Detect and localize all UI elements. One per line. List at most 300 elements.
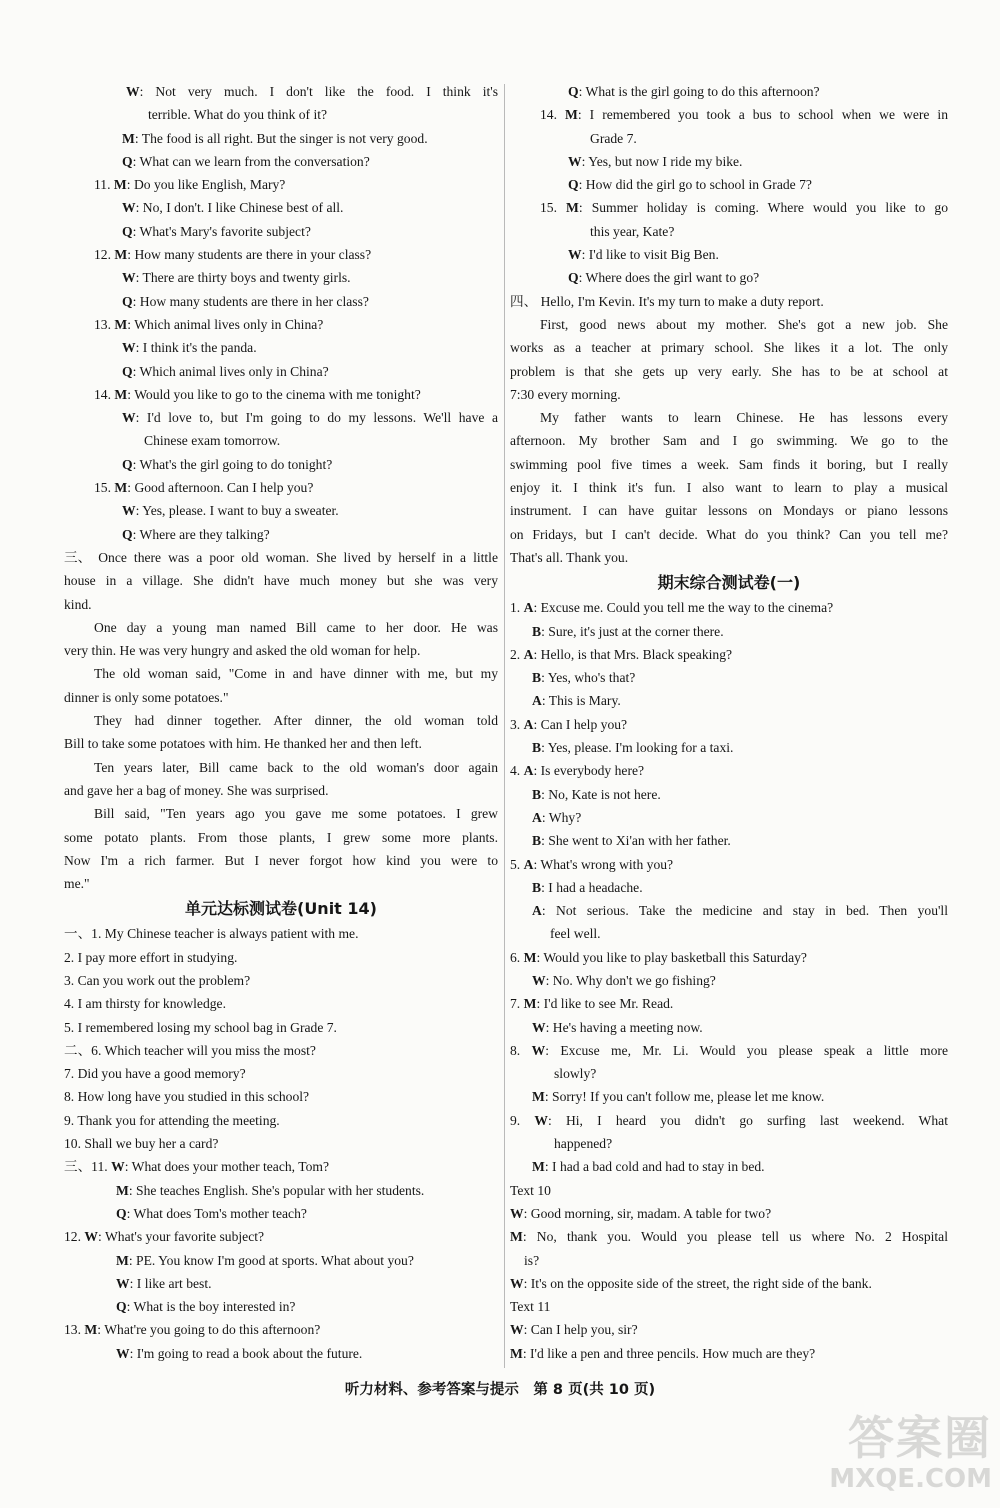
text-line: W: No, I don't. I like Chinese best of all. [122, 200, 344, 216]
left-column [64, 80, 498, 1365]
text-line: W: I think it's the panda. [122, 340, 257, 356]
item-number: 8. [510, 1042, 521, 1058]
speaker-label: Q [568, 270, 579, 286]
text-line: M: The food is all right. But the singer is not very good. [122, 130, 428, 146]
line-text: happened? [554, 1136, 613, 1152]
speaker-label: A [532, 693, 542, 709]
text-line: B: Yes, please. I'm looking for a taxi. [532, 740, 734, 756]
text-line [510, 499, 948, 522]
line-text: me." [64, 876, 90, 892]
column-divider [504, 84, 505, 1368]
line-text: There are thirty boys and twenty girls. [142, 270, 351, 286]
speaker-label: W [122, 200, 136, 216]
speaker-label: A [523, 716, 534, 732]
speaker-label: A [532, 903, 542, 919]
line-text: Ten years later, Bill came back to the old woman's door again [94, 759, 498, 775]
text-line [510, 313, 948, 336]
line-text: Can I help you, sir? [530, 1322, 638, 1338]
line-text: Once there was a poor old woman. She lived by herself in a little [98, 549, 498, 565]
item-number: 12. [94, 247, 111, 263]
text-line [510, 220, 948, 243]
line-text: Which animal lives only in China? [134, 316, 324, 332]
item-number: 13. [94, 316, 111, 332]
line-text: Hello, is that Mrs. Black speaking? [540, 646, 733, 662]
text-line: M: Sorry! If you can't follow me, please let me know. [532, 1089, 825, 1105]
speaker-label: M [510, 1345, 523, 1361]
text-line [64, 662, 498, 685]
line-text: How long have you studied in this school? [77, 1089, 310, 1105]
line-text: this year, Kate? [590, 223, 675, 239]
text-line [64, 429, 498, 452]
speaker-label: B [532, 879, 542, 895]
text-line: M: I had a bad cold and had to stay in bed. [532, 1159, 765, 1175]
line-text: Good morning, sir, madam. A table for two? [530, 1205, 772, 1221]
line-text: Excuse me. Could you tell me the way to the cinema? [540, 600, 834, 616]
line-text: This is Mary. [548, 693, 621, 709]
line-text: slowly? [554, 1066, 597, 1082]
text-line: W: Not very much. I don't like the food. I think it's [126, 84, 498, 99]
speaker-label: A [523, 600, 534, 616]
line-text: I pay more effort in studying. [77, 949, 238, 965]
text-line [510, 476, 948, 499]
line-text: One day a young man named Bill came to her door. He was [94, 619, 498, 635]
speaker-label: M [114, 247, 128, 263]
line-text: What're you going to do this afternoon? [104, 1322, 321, 1338]
line-text: My Chinese teacher is always patient with me. [104, 926, 359, 942]
text-line: W: Can I help you, sir? [510, 1322, 638, 1338]
line-text: I'm going to read a book about the future. [136, 1345, 363, 1361]
line-text: Hello, I'm Kevin. It's my turn to make a duty report. [540, 293, 824, 309]
line-text: I had a bad cold and had to stay in bed. [552, 1159, 765, 1175]
line-text: What's the girl going to do tonight? [139, 456, 333, 472]
speaker-label: W [568, 153, 582, 169]
line-text: It's on the opposite side of the street, the right side of the bank. [530, 1275, 872, 1291]
line-text: Sure, it's just at the corner there. [548, 623, 724, 639]
line-text: Not very much. I don't like the food. I think it's [155, 84, 498, 99]
item-number: 三、 [64, 549, 92, 565]
line-text: She went to Xi'an with her father. [548, 833, 731, 849]
speaker-label: Q [116, 1299, 127, 1315]
speaker-label: M [566, 200, 579, 216]
text-line [64, 546, 498, 569]
speaker-label: M [84, 1322, 98, 1338]
line-text: Did you have a good memory? [77, 1066, 246, 1082]
speaker-label: Q [122, 293, 133, 309]
line-text: That's all. Thank you. [510, 549, 629, 565]
item-number: 15. [540, 200, 557, 216]
text-line: B: Yes, who's that? [532, 670, 636, 686]
speaker-label: M [114, 316, 128, 332]
text-line: M: I'd like a pen and three pencils. How much are they? [510, 1345, 816, 1361]
item-number: 5. [510, 856, 521, 872]
text-line: 3. A: Can I help you? [510, 713, 948, 736]
speaker-label: M [523, 996, 537, 1012]
text-line [510, 1179, 948, 1202]
text-line: 12. W: What's your favorite subject? [64, 1225, 498, 1248]
line-text: What does your mother teach, Tom? [131, 1159, 329, 1175]
text-line [64, 922, 498, 945]
line-text: I had a headache. [548, 879, 643, 895]
text-line: 13. M: Which animal lives only in China? [64, 313, 498, 336]
speaker-label: M [565, 107, 578, 123]
line-text: I'd like a pen and three pencils. How much are they? [530, 1345, 816, 1361]
text-line [64, 849, 498, 872]
line-text: Can you work out the problem? [77, 972, 251, 988]
text-line [64, 992, 498, 1015]
line-text: Which animal lives only in China? [139, 363, 329, 379]
line-text: on Fridays, but I can't decide. What do you think? Can you tell me? [510, 526, 948, 542]
line-text: 7:30 every morning. [510, 386, 621, 402]
line-text: terrible. What do you think of it? [148, 107, 328, 123]
line-text: Where are they talking? [139, 526, 270, 542]
text-line [64, 1062, 498, 1085]
item-number: 3. [510, 716, 521, 732]
line-text: Sorry! If you can't follow me, please let me know. [552, 1089, 825, 1105]
line-text: some potato plants. From those plants, I grew some more plants. [64, 829, 498, 845]
line-text: Yes, please. I want to buy a sweater. [142, 503, 339, 519]
speaker-label: Q [568, 177, 579, 193]
speaker-label: Q [122, 363, 133, 379]
item-number: 9. [510, 1112, 521, 1128]
text-line: W: I like art best. [116, 1275, 212, 1291]
text-line [510, 1249, 948, 1272]
text-line [64, 569, 498, 592]
line-text: She teaches English. She's popular with her students. [136, 1182, 425, 1198]
text-line [64, 1109, 498, 1132]
text-line [64, 1085, 498, 1108]
text-line: 4. A: Is everybody here? [510, 759, 948, 782]
speaker-label: Q [122, 526, 133, 542]
line-text: Can I help you? [540, 716, 628, 732]
line-text: works as a teacher at primary school. She likes it a lot. The only [510, 340, 948, 356]
text-line: W: I'd like to visit Big Ben. [568, 247, 719, 263]
text-line [64, 946, 498, 969]
line-text: Why? [548, 809, 582, 825]
item-number: 9. [64, 1112, 75, 1128]
speaker-label: W [568, 247, 582, 263]
text-line: W: I'd love to, but I'm going to do my lessons. We'll have a [122, 410, 498, 426]
watermark-logo [822, 1402, 992, 1500]
speaker-label: M [114, 386, 128, 402]
text-line: B: Sure, it's just at the corner there. [532, 623, 724, 639]
speaker-label: A [532, 809, 542, 825]
text-line [510, 290, 948, 313]
text-line: 三、11. W: What does your mother teach, Tom? [64, 1155, 498, 1178]
text-line: 11. M: Do you like English, Mary? [64, 173, 498, 196]
speaker-label: W [510, 1275, 524, 1291]
speaker-label: A [523, 646, 534, 662]
text-line [64, 1132, 498, 1155]
line-text: How many students are there in her class? [139, 293, 369, 309]
line-text: dinner is only some potatoes." [64, 689, 229, 705]
speaker-label: B [532, 623, 542, 639]
text-line [510, 336, 948, 359]
line-text: afternoon. My brother Sam and I go swimming. We go to the [510, 433, 948, 449]
text-line [64, 802, 498, 825]
text-line [64, 1039, 498, 1062]
line-text: Chinese exam tomorrow. [144, 433, 281, 449]
speaker-label: Q [568, 84, 579, 99]
speaker-label: W [510, 1322, 524, 1338]
line-text: Would you like to play basketball this Saturday? [543, 949, 807, 965]
text-line: W: There are thirty boys and twenty girls. [122, 270, 351, 286]
item-number: 14. [94, 386, 111, 402]
text-line: 8. W: Excuse me, Mr. Li. Would you please speak a little more [510, 1039, 948, 1062]
section-heading: 期末综合测试卷(一) [657, 573, 801, 593]
text-line [64, 872, 498, 895]
text-line: M: No, thank you. Would you please tell us where No. 2 Hospital [510, 1229, 948, 1245]
line-text: swimming pool five times a week. Sam finds it boring, but I really [510, 456, 948, 472]
text-line: Q: How many students are there in her class? [122, 293, 369, 309]
text-line [510, 546, 948, 569]
speaker-label: Q [122, 456, 133, 472]
right-column [510, 80, 948, 1365]
text-line: M: PE. You know I'm good at sports. What about you? [116, 1252, 414, 1268]
speaker-label: B [532, 670, 542, 686]
item-number: 2. [510, 646, 521, 662]
line-text: Bill to take some potatoes with him. He thanked her and then left. [64, 736, 422, 752]
line-text: No, I don't. I like Chinese best of all. [142, 200, 344, 216]
watermark-logo-chars: 答案圈 [848, 1411, 992, 1465]
line-text: PE. You know I'm good at sports. What about you? [136, 1252, 414, 1268]
line-text: He's having a meeting now. [552, 1019, 703, 1035]
text-line: A: Not serious. Take the medicine and stay in bed. Then you'll [532, 903, 948, 919]
page-footer: 听力材料、参考答案与提示 第 8 页(共 10 页) [344, 1382, 656, 1398]
text-line [64, 103, 498, 126]
line-text: My father wants to learn Chinese. He has lessons every [540, 410, 948, 426]
text-line: Q: Where are they talking? [122, 526, 270, 542]
item-number: 11. [94, 177, 111, 193]
text-line [510, 1132, 948, 1155]
item-number: 10. [64, 1136, 81, 1152]
speaker-label: W [122, 503, 136, 519]
line-text: instrument. I can have guitar lessons on Mondays or piano lessons [510, 503, 948, 519]
speaker-label: M [114, 480, 128, 496]
speaker-label: M [116, 1252, 129, 1268]
text-line [510, 127, 948, 150]
line-text: How did the girl go to school in Grade 7? [585, 177, 812, 193]
line-text: Which teacher will you miss the most? [104, 1042, 316, 1058]
item-number: 7. [510, 996, 521, 1012]
text-line [64, 686, 498, 709]
line-text: No, thank you. Would you please tell us where No. 2 Hospital [536, 1229, 948, 1245]
speaker-label: W [122, 340, 136, 356]
text-line: W: I'm going to read a book about the future. [116, 1345, 363, 1361]
text-line: B: I had a headache. [532, 879, 643, 895]
line-text: What's Mary's favorite subject? [139, 223, 311, 239]
speaker-label: W [122, 410, 136, 426]
speaker-label: M [532, 1089, 545, 1105]
text-line: 12. M: How many students are there in your class? [64, 243, 498, 266]
speaker-label: B [532, 786, 542, 802]
speaker-label: M [523, 949, 537, 965]
item-number: 一、1. [64, 926, 102, 942]
text-line: 13. M: What're you going to do this afternoon? [64, 1318, 498, 1341]
line-text: I'd like to visit Big Ben. [588, 247, 719, 263]
line-text: Not serious. Take the medicine and stay in bed. Then you'll [556, 903, 948, 919]
speaker-label: Q [122, 153, 133, 169]
line-text: What's your favorite subject? [104, 1229, 265, 1245]
text-line [64, 779, 498, 802]
line-text: No, Kate is not here. [548, 786, 661, 802]
item-number: 2. [64, 949, 75, 965]
speaker-label: W [122, 270, 136, 286]
speaker-label: W [126, 84, 140, 99]
text-line: A: This is Mary. [532, 693, 621, 709]
line-text: house in a village. She didn't have much money but she was very [64, 573, 498, 589]
line-text: What does Tom's mother teach? [133, 1205, 307, 1221]
line-text: I think it's the panda. [142, 340, 257, 356]
text-line: B: No, Kate is not here. [532, 786, 661, 802]
text-line: Q: What does Tom's mother teach? [116, 1205, 307, 1221]
speaker-label: W [532, 1019, 546, 1035]
text-line: 2. A: Hello, is that Mrs. Black speaking? [510, 643, 948, 666]
text-line: Q: Which animal lives only in China? [122, 363, 329, 379]
text-line [64, 1016, 498, 1039]
text-line: Q: What's the girl going to do tonight? [122, 456, 333, 472]
text-line: 5. A: What's wrong with you? [510, 853, 948, 876]
text-line [64, 616, 498, 639]
speaker-label: M [532, 1159, 545, 1175]
text-line: 14. M: Would you like to go to the cinema with me tonight? [64, 383, 498, 406]
text-line: B: She went to Xi'an with her father. [532, 833, 731, 849]
text-line [510, 1062, 948, 1085]
text-line: 1. A: Excuse me. Could you tell me the way to the cinema? [510, 596, 948, 619]
text-line: Q: How did the girl go to school in Grade 7? [568, 177, 812, 193]
line-text: I am thirsty for knowledge. [77, 996, 226, 1012]
speaker-label: M [116, 1182, 129, 1198]
item-number: 四、 [510, 293, 538, 309]
line-text: Grade 7. [590, 130, 637, 146]
text-line [64, 732, 498, 755]
line-text: very thin. He was very hungry and asked the old woman for help. [64, 643, 421, 659]
speaker-label: M [122, 130, 135, 146]
text-line [510, 922, 948, 945]
text-line: W: Yes, please. I want to buy a sweater. [122, 503, 339, 519]
line-text: I'd like to see Mr. Read. [543, 996, 674, 1012]
speaker-label: A [523, 856, 534, 872]
line-text: Now I'm a rich farmer. But I never forgot how kind you were to [64, 852, 498, 868]
line-text: I like art best. [136, 1275, 212, 1291]
text-line: Q: Where does the girl want to go? [568, 270, 760, 286]
speaker-label: W [116, 1275, 130, 1291]
speaker-label: M [113, 177, 127, 193]
speaker-label: W [531, 1042, 546, 1058]
line-text: Good afternoon. Can I help you? [134, 480, 314, 496]
speaker-label: W [111, 1159, 125, 1175]
text-line [64, 756, 498, 779]
line-text: Where does the girl want to go? [585, 270, 760, 286]
line-text: Summer holiday is coming. Where would you like to go [591, 200, 948, 216]
watermark-logo-url: MXQE.COM [829, 1464, 992, 1494]
text-line [510, 1295, 948, 1318]
text-line: W: Yes, but now I ride my bike. [568, 153, 743, 169]
line-text: Yes, please. I'm looking for a taxi. [547, 740, 734, 756]
text-line [510, 523, 948, 546]
line-text: Do you like English, Mary? [133, 177, 286, 193]
item-number: 5. [64, 1019, 75, 1035]
line-text: Would you like to go to the cinema with me tonight? [134, 386, 421, 402]
line-text: Hi, I heard you didn't go surfing last weekend. What [565, 1112, 948, 1128]
line-text: What is the boy interested in? [133, 1299, 296, 1315]
text-line: A: Why? [532, 809, 582, 825]
line-text: The food is all right. But the singer is not very good. [141, 130, 428, 146]
line-text: problem is that she gets up very early. She has to be at school at [510, 363, 948, 379]
item-number: 15. [94, 480, 111, 496]
line-text: First, good news about my mother. She's got a new job. She [540, 316, 948, 332]
line-text: Excuse me, Mr. Li. Would you please speak a little more [560, 1042, 948, 1058]
item-number: 7. [64, 1066, 75, 1082]
line-text: Text 10 [510, 1182, 551, 1198]
speaker-label: W [510, 1205, 524, 1221]
line-text: They had dinner together. After dinner, the old woman told [94, 713, 498, 729]
text-line [510, 429, 948, 452]
item-number: 14. [540, 107, 557, 123]
text-line: 15. M: Summer holiday is coming. Where would you like to go [510, 196, 948, 219]
speaker-label: W [532, 972, 546, 988]
line-text: enjoy it. I think it's fun. I also want to learn to play a musical [510, 480, 948, 496]
text-line [64, 639, 498, 662]
item-number: 1. [510, 600, 521, 616]
text-line: 7. M: I'd like to see Mr. Read. [510, 992, 948, 1015]
text-line: M: She teaches English. She's popular with her students. [116, 1182, 425, 1198]
line-text: feel well. [550, 926, 601, 942]
text-line: W: He's having a meeting now. [532, 1019, 703, 1035]
line-text: What is the girl going to do this afternoon? [585, 84, 820, 99]
line-text: The old woman said, "Come in and have dinner with me, but my [94, 666, 498, 682]
text-line: W: It's on the opposite side of the street, the right side of the bank. [510, 1275, 872, 1291]
line-text: I'd love to, but I'm going to do my lessons. We'll have a [146, 410, 498, 426]
text-line: Q: What is the boy interested in? [116, 1299, 296, 1315]
speaker-label: Q [122, 223, 133, 239]
line-text: Thank you for attending the meeting. [77, 1112, 280, 1128]
text-line [64, 709, 498, 732]
section-heading: 单元达标测试卷(Unit 14) [185, 899, 377, 919]
text-line [510, 406, 948, 429]
speaker-label: A [523, 763, 534, 779]
item-number: 二、6. [64, 1042, 102, 1058]
item-number: 三、11. [64, 1159, 108, 1175]
line-text: No. Why don't we go fishing? [552, 972, 716, 988]
item-number: 6. [510, 949, 521, 965]
text-line [510, 383, 948, 406]
item-number: 12. [64, 1229, 81, 1245]
speaker-label: W [116, 1345, 130, 1361]
line-text: Yes, but now I ride my bike. [588, 153, 743, 169]
text-line: Q: What is the girl going to do this afternoon? [568, 84, 820, 99]
line-text: What can we learn from the conversation? [139, 153, 370, 169]
text-line: W: No. Why don't we go fishing? [532, 972, 716, 988]
line-text: I remembered you took a bus to school when we were in [589, 107, 948, 123]
line-text: Bill said, "Ten years ago you gave me some potatoes. I grew [94, 806, 498, 822]
text-line: 6. M: Would you like to play basketball this Saturday? [510, 946, 948, 969]
text-line: 9. W: Hi, I heard you didn't go surfing last weekend. What [510, 1109, 948, 1132]
line-text: and gave her a bag of money. She was surprised. [64, 782, 329, 798]
line-text: I remembered losing my school bag in Grade 7. [77, 1019, 337, 1035]
text-line [510, 360, 948, 383]
item-number: 4. [510, 763, 521, 779]
text-line [64, 969, 498, 992]
speaker-label: B [532, 740, 542, 756]
item-number: 4. [64, 996, 75, 1012]
line-text: What's wrong with you? [540, 856, 674, 872]
line-text: Yes, who's that? [547, 670, 636, 686]
line-text: How many students are there in your class? [134, 247, 372, 263]
line-text: kind. [64, 596, 92, 612]
line-text: is? [524, 1252, 540, 1268]
text-line [64, 826, 498, 849]
speaker-label: W [534, 1112, 548, 1128]
